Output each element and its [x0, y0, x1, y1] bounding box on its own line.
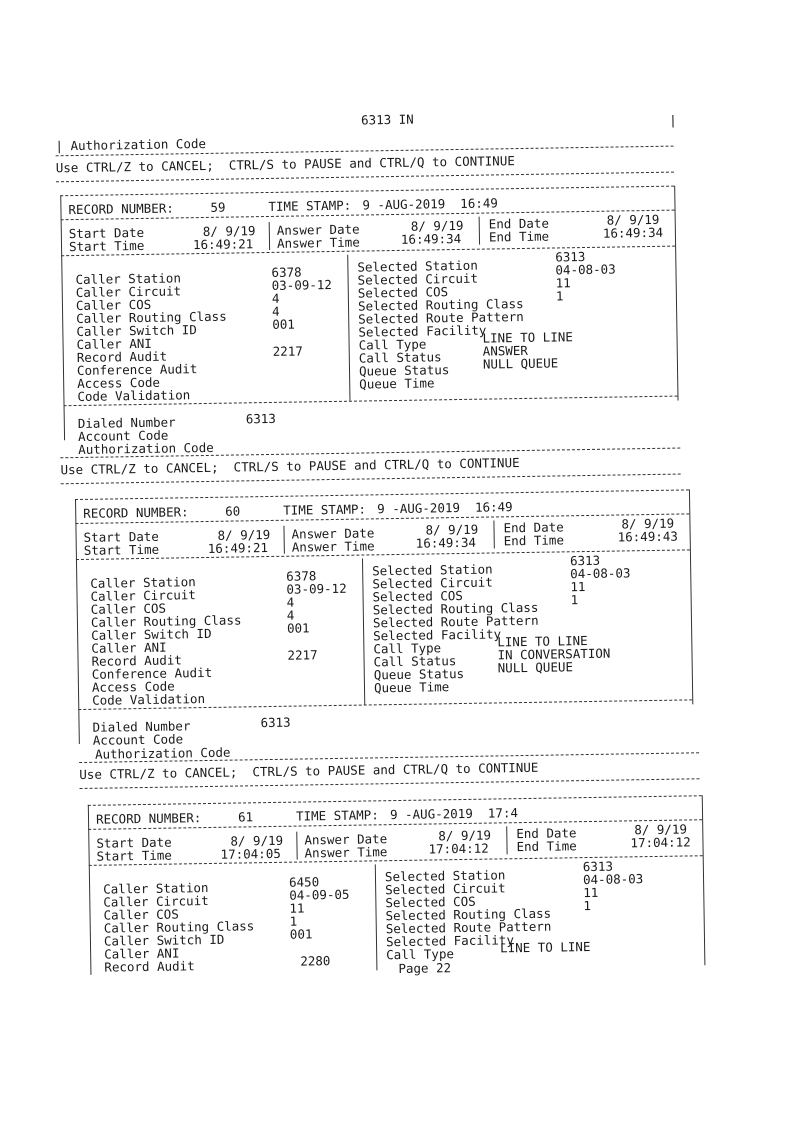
- selected-station-label: Selected Station: [357, 257, 478, 275]
- end-date: 8/ 9/19: [621, 515, 675, 532]
- record-audit-value: 2280: [300, 953, 331, 969]
- time-stamp-label: TIME STAMP:: [268, 197, 352, 214]
- selected-routing-class-value: 1: [583, 897, 592, 914]
- record-audit-value: 2217: [272, 343, 303, 359]
- end-date-label: End Date: [503, 519, 564, 536]
- code-validation-label: Code Validation: [77, 387, 191, 404]
- start-time-label: Start Time: [83, 541, 160, 558]
- start-date-label: Start Date: [96, 834, 172, 851]
- caller-station-value: 6450: [288, 874, 320, 890]
- selected-circuit-value: 04-08-03: [555, 261, 616, 278]
- account-code-label: Account Code: [77, 427, 169, 444]
- end-time: 17:04:12: [630, 834, 691, 851]
- authorization-code-label: Authorization Code: [94, 744, 231, 762]
- control-hint: Use CTRL/Z to CANCEL; CTRL/S to PAUSE and CTRL/Q to CONTINUE: [55, 153, 515, 176]
- caller-cos-value: 4: [271, 290, 280, 306]
- end-date: 8/ 9/19: [634, 821, 688, 838]
- start-time-label: Start Time: [68, 237, 145, 255]
- caller-cos-label: Caller COS: [75, 296, 152, 314]
- conference-audit-label: Conference Audit: [76, 361, 198, 379]
- account-code-label: Account Code: [92, 731, 184, 748]
- selected-circuit-label: Selected Circuit: [357, 270, 479, 288]
- end-time: 16:49:34: [602, 224, 664, 241]
- caller-routing-class-label: Caller Routing Class: [90, 612, 242, 630]
- selected-station-label: Selected Station: [372, 561, 493, 579]
- start-date: 8/ 9/19: [230, 832, 284, 849]
- start-time: 16:49:21: [207, 540, 269, 556]
- selected-route-pattern-label: Selected Route Pattern: [372, 612, 539, 631]
- end-date-label: End Date: [516, 825, 577, 842]
- call-status-value: IN CONVERSATION: [497, 645, 611, 663]
- queue-status-value: NULL QUEUE: [497, 659, 574, 676]
- caller-cos-value: 11: [289, 900, 305, 916]
- caller-routing-class-value: 4: [286, 607, 295, 623]
- dialed-number-label: Dialed Number: [77, 414, 176, 431]
- answer-time-label: Answer Time: [276, 234, 360, 251]
- selected-routing-class-label: Selected Routing Class: [385, 905, 552, 924]
- queue-status-label: Queue Status: [373, 665, 465, 683]
- caller-cos-label: Caller COS: [103, 906, 179, 923]
- start-time-label: Start Time: [96, 847, 172, 864]
- time-stamp: 9 -AUG-2019 16:49: [362, 195, 498, 213]
- caller-circuit-value: 04-09-05: [289, 886, 350, 903]
- queue-status-label: Queue Status: [358, 362, 450, 379]
- caller-station-label: Caller Station: [90, 574, 196, 591]
- end-time-label: End Time: [516, 838, 577, 855]
- selected-facility-label: Selected Facility: [385, 932, 515, 950]
- end-time-label: End Time: [488, 228, 550, 245]
- start-date-label: Start Date: [83, 528, 159, 545]
- call-type-label: Call Type: [358, 336, 427, 353]
- call-type-label: Call Type: [386, 946, 455, 963]
- answer-date-label: Answer Date: [291, 525, 375, 542]
- caller-station-label: Caller Station: [103, 880, 209, 897]
- access-code-label: Access Code: [91, 678, 175, 695]
- caller-circuit-label: Caller Circuit: [90, 587, 196, 604]
- answer-time-label: Answer Time: [304, 844, 388, 861]
- start-time: 17:04:05: [220, 845, 281, 862]
- control-hint: Use CTRL/Z to CANCEL; CTRL/S to PAUSE and CTRL/Q to CONTINUE: [79, 759, 539, 783]
- record-audit-label: Record Audit: [104, 958, 195, 975]
- record-number: 61: [237, 809, 254, 825]
- selected-cos-label: Selected COS: [372, 587, 463, 605]
- start-date: 8/ 9/19: [202, 223, 256, 240]
- answer-time: 16:49:34: [415, 534, 477, 551]
- answer-date: 8/ 9/19: [438, 827, 492, 844]
- selected-circuit-label: Selected Circuit: [372, 574, 493, 592]
- record-block: [75, 489, 699, 748]
- call-type-value: LINE TO LINE: [499, 939, 591, 956]
- caller-circuit-label: Caller Circuit: [103, 893, 209, 910]
- dialed-number-value: 6313: [245, 410, 276, 427]
- caller-switch-id-label: Caller Switch ID: [76, 322, 197, 340]
- caller-switch-id-label: Caller Switch ID: [103, 931, 225, 949]
- control-hint: Use CTRL/Z to CANCEL; CTRL/S to PAUSE and CTRL/Q to CONTINUE: [60, 455, 520, 478]
- call-status-value: ANSWER: [482, 342, 528, 359]
- selected-cos-value: 11: [570, 579, 586, 595]
- selected-cos-value: 11: [583, 884, 599, 901]
- caller-switch-id-value: 001: [289, 926, 313, 942]
- selected-station-label: Selected Station: [384, 867, 506, 885]
- caller-station-value: 6378: [271, 264, 302, 280]
- caller-circuit-label: Caller Circuit: [75, 283, 182, 301]
- selected-route-pattern-label: Selected Route Pattern: [385, 918, 552, 937]
- selected-facility-label: Selected Facility: [373, 626, 502, 644]
- access-code-label: Access Code: [77, 374, 161, 392]
- record-audit-label: Record Audit: [91, 652, 182, 669]
- caller-cos-value: 4: [286, 594, 295, 610]
- page-title: 6313 IN: [360, 111, 414, 128]
- record-number-label: RECORD NUMBER:: [68, 200, 174, 218]
- time-stamp: 9 -AUG-2019 16:49: [377, 499, 513, 517]
- dialed-number-label: Dialed Number: [92, 718, 191, 735]
- code-validation-label: Code Validation: [92, 691, 206, 708]
- caller-routing-class-label: Caller Routing Class: [76, 308, 227, 327]
- caller-station-value: 6378: [286, 568, 317, 584]
- call-status-label: Call Status: [358, 349, 442, 366]
- caller-routing-class-label: Caller Routing Class: [103, 918, 255, 936]
- selected-cos-value: 11: [555, 275, 571, 291]
- caller-switch-id-label: Caller Switch ID: [91, 625, 212, 643]
- selected-circuit-value: 04-08-03: [582, 871, 644, 888]
- caller-routing-class-value: 4: [271, 303, 280, 319]
- selected-routing-class-value: 1: [555, 288, 564, 304]
- authorization-code-top: | Authorization Code: [55, 135, 207, 154]
- selected-routing-class-label: Selected Routing Class: [357, 295, 524, 314]
- record-number: 59: [210, 199, 226, 215]
- answer-time: 17:04:12: [428, 840, 489, 857]
- caller-switch-id-value: 001: [286, 620, 310, 636]
- dialed-number-value: 6313: [260, 714, 291, 731]
- call-status-label: Call Status: [373, 653, 457, 670]
- record-audit-label: Record Audit: [76, 348, 168, 366]
- selected-cos-label: Selected COS: [385, 893, 476, 911]
- selected-routing-class-value: 1: [570, 592, 579, 608]
- record-block: [88, 795, 711, 975]
- end-time: 16:49:43: [617, 528, 678, 545]
- caller-ani-label: Caller ANI: [104, 945, 180, 962]
- answer-time: 16:49:34: [400, 230, 462, 247]
- selected-station-value: 6313: [555, 249, 586, 265]
- header-pipe: |: [669, 112, 677, 128]
- conference-audit-label: Conference Audit: [91, 664, 213, 682]
- selected-circuit-label: Selected Circuit: [385, 880, 506, 898]
- selected-station-value: 6313: [569, 552, 601, 569]
- queue-time-label: Queue Time: [373, 679, 450, 696]
- start-time: 16:49:21: [192, 236, 254, 253]
- selected-station-value: 6313: [582, 858, 614, 875]
- record-audit-value: 2217: [287, 647, 318, 663]
- call-type-value: LINE TO LINE: [497, 633, 588, 650]
- end-time-label: End Time: [503, 532, 565, 549]
- caller-ani-label: Caller ANI: [76, 335, 152, 353]
- caller-ani-label: Caller ANI: [91, 639, 167, 656]
- selected-facility-label: Selected Facility: [358, 322, 487, 340]
- authorization-code-label: Authorization Code: [78, 439, 214, 457]
- end-date: 8/ 9/19: [606, 211, 660, 228]
- caller-switch-id-value: 001: [272, 316, 295, 332]
- selected-routing-class-label: Selected Routing Class: [372, 599, 539, 618]
- time-stamp-label: TIME STAMP:: [295, 807, 379, 824]
- answer-date: 8/ 9/19: [410, 217, 464, 234]
- record-number-label: RECORD NUMBER:: [95, 810, 202, 827]
- record-number-label: RECORD NUMBER:: [83, 504, 189, 521]
- selected-route-pattern-label: Selected Route Pattern: [358, 308, 524, 327]
- caller-circuit-value: 03-09-12: [271, 276, 333, 293]
- selected-cos-label: Selected COS: [357, 284, 449, 301]
- queue-time-label: Queue Time: [359, 375, 435, 392]
- call-type-label: Call Type: [373, 640, 442, 657]
- record-block: [60, 186, 684, 444]
- page-number: Page 22: [398, 960, 452, 977]
- selected-circuit-value: 04-08-03: [570, 565, 631, 582]
- start-date: 8/ 9/19: [217, 526, 271, 543]
- time-stamp: 9 -AUG-2019 17:4: [389, 805, 519, 823]
- caller-circuit-value: 03-09-12: [286, 580, 347, 597]
- caller-routing-class-value: 1: [289, 913, 298, 929]
- answer-date-label: Answer Date: [276, 221, 360, 238]
- start-date-label: Start Date: [68, 224, 145, 242]
- record-number: 60: [225, 503, 241, 519]
- caller-cos-label: Caller COS: [90, 600, 167, 617]
- answer-date: 8/ 9/19: [425, 521, 479, 538]
- call-type-value: LINE TO LINE: [482, 329, 573, 346]
- answer-time-label: Answer Time: [291, 538, 375, 555]
- caller-station-label: Caller Station: [75, 270, 182, 288]
- queue-status-value: NULL QUEUE: [482, 355, 559, 372]
- time-stamp-label: TIME STAMP:: [283, 501, 367, 518]
- answer-date-label: Answer Date: [304, 831, 388, 848]
- end-date-label: End Date: [488, 215, 550, 232]
